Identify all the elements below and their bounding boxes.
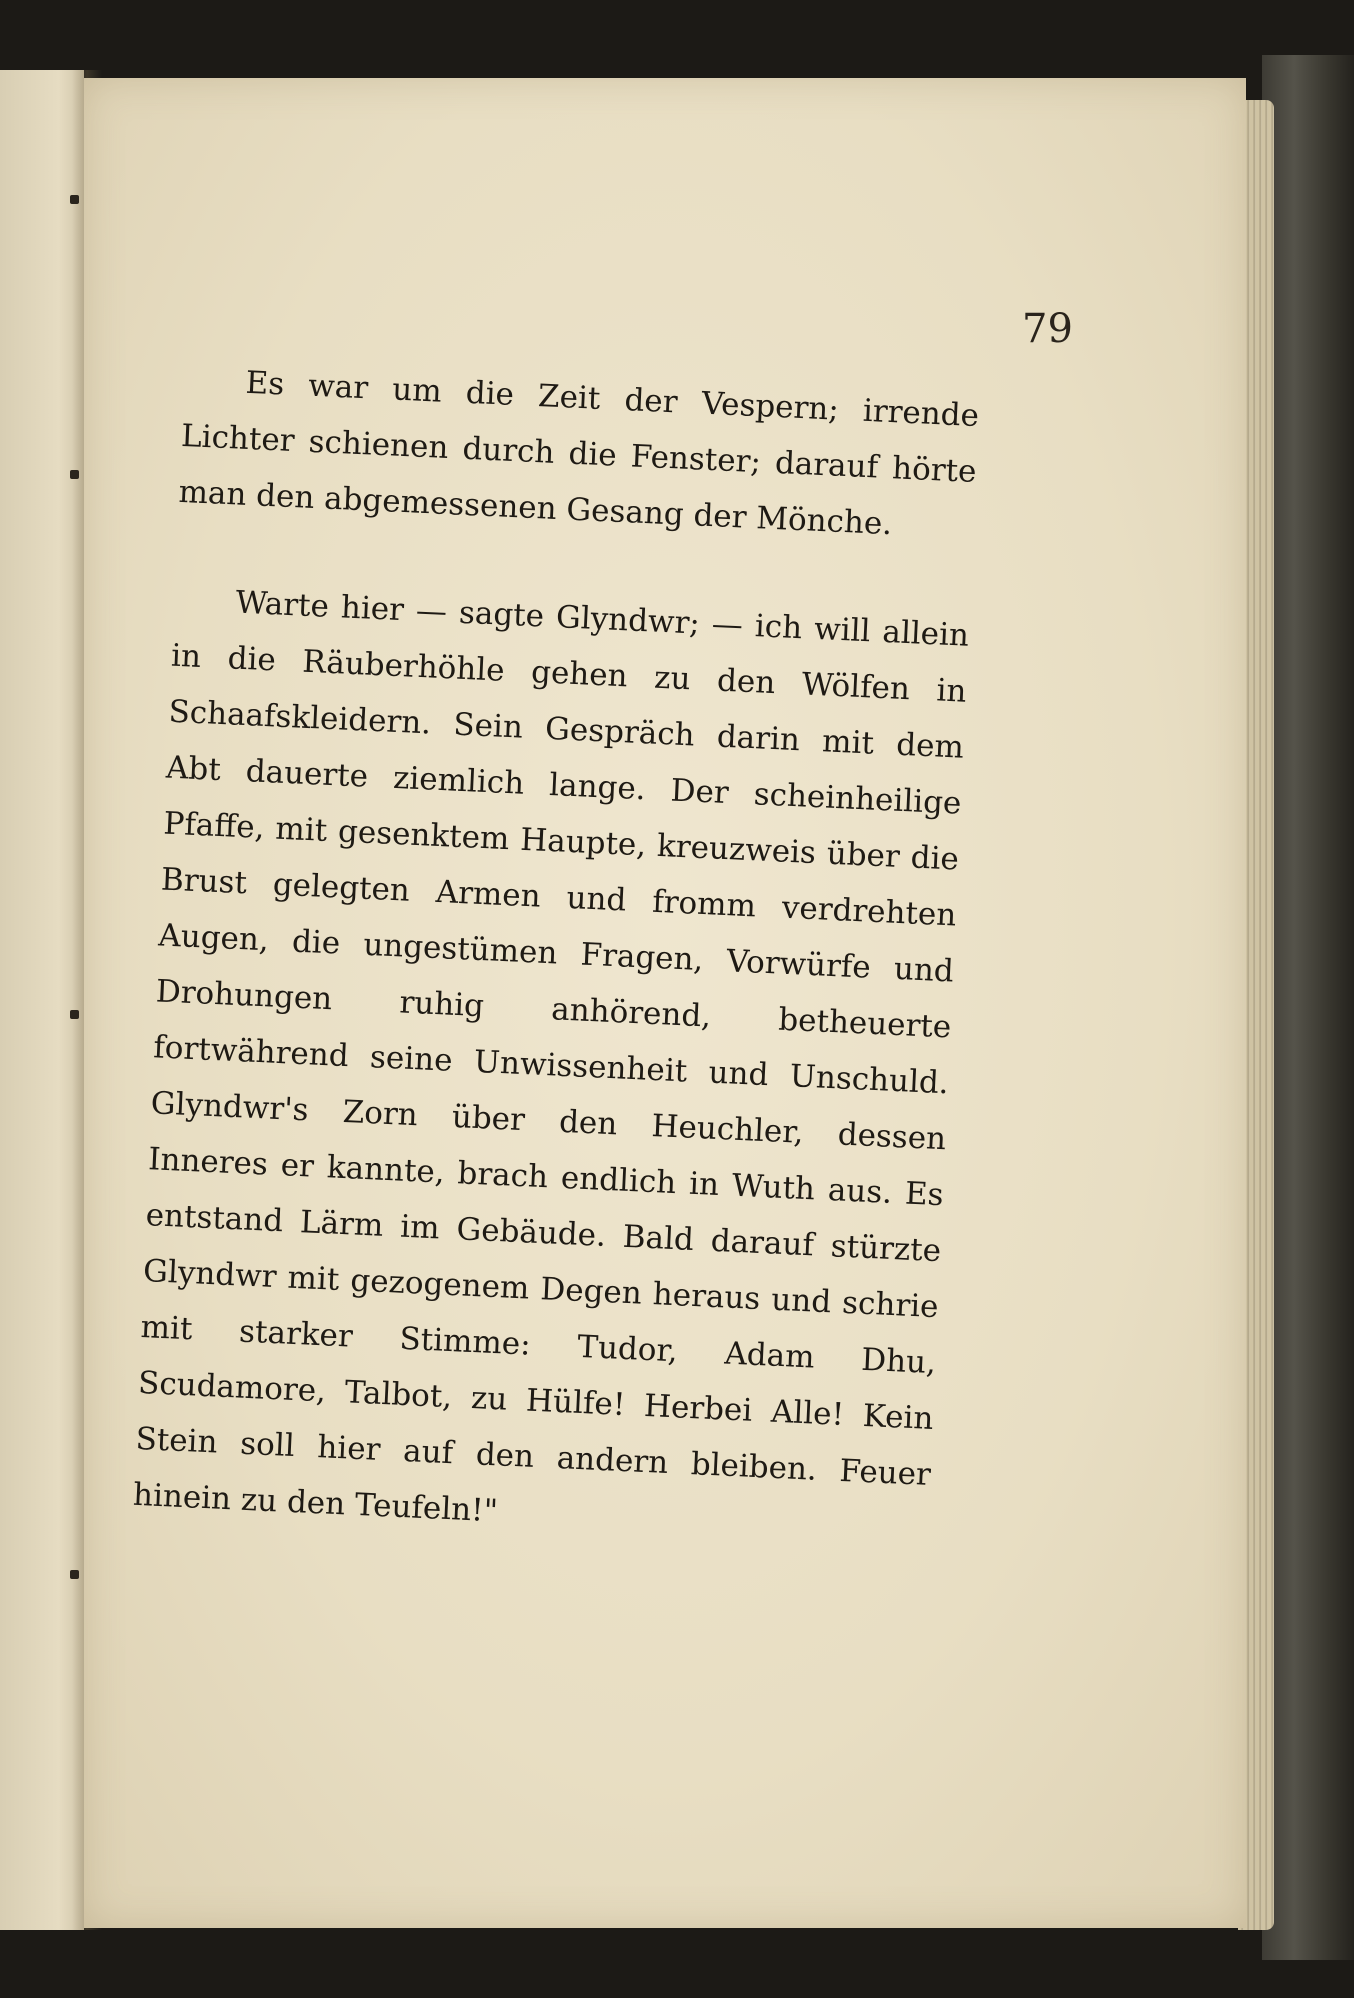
page-number: 79 <box>1022 306 1073 352</box>
book-cover-edge <box>1262 55 1354 1960</box>
body-text <box>132 352 980 1559</box>
margin-mark <box>70 470 79 479</box>
margin-mark <box>70 195 79 204</box>
paragraph-glyndwr: Warte hier — sagte Glyndwr; — ich will allein in die Räuberhöhle gehen zu den Wölfen in Schaafskleidern. Sein Gespräch darin mit dem Abt dauerte ziemlich lange. Der scheinheilige Pfaffe, mit gesenktem Haupte, kreuzweis über die Brust gelegten Armen und fromm verdrehten Augen, die ungestümen Fragen, Vorwürfe und Drohungen ruhig anhörend, betheuerte fortwährend seine Unwissenheit und Unschuld. Glyndwr's Zorn über den Heuchler, dessen Inneres er kannte, brach endlich in Wuth aus. Es entstand Lärm im Gebäude. Bald darauf stürzte Glyndwr mit gezogenem Degen heraus und schrie mit starker Stimme: Tudor, Adam Dhu, Scudamore, Talbot, zu Hülfe! Herbei Alle! Kein Stein soll hier auf den andern bleiben. Feuer hinein zu den Teufeln!" <box>132 584 970 1530</box>
paragraph-vespers: Es war um die Zeit der Vespern; irrende Lichter schienen durch die Fenster; darauf hörte man den abgemessenen Gesang der Mönche. <box>177 364 980 543</box>
margin-mark <box>70 1010 79 1019</box>
margin-mark <box>70 1570 79 1579</box>
